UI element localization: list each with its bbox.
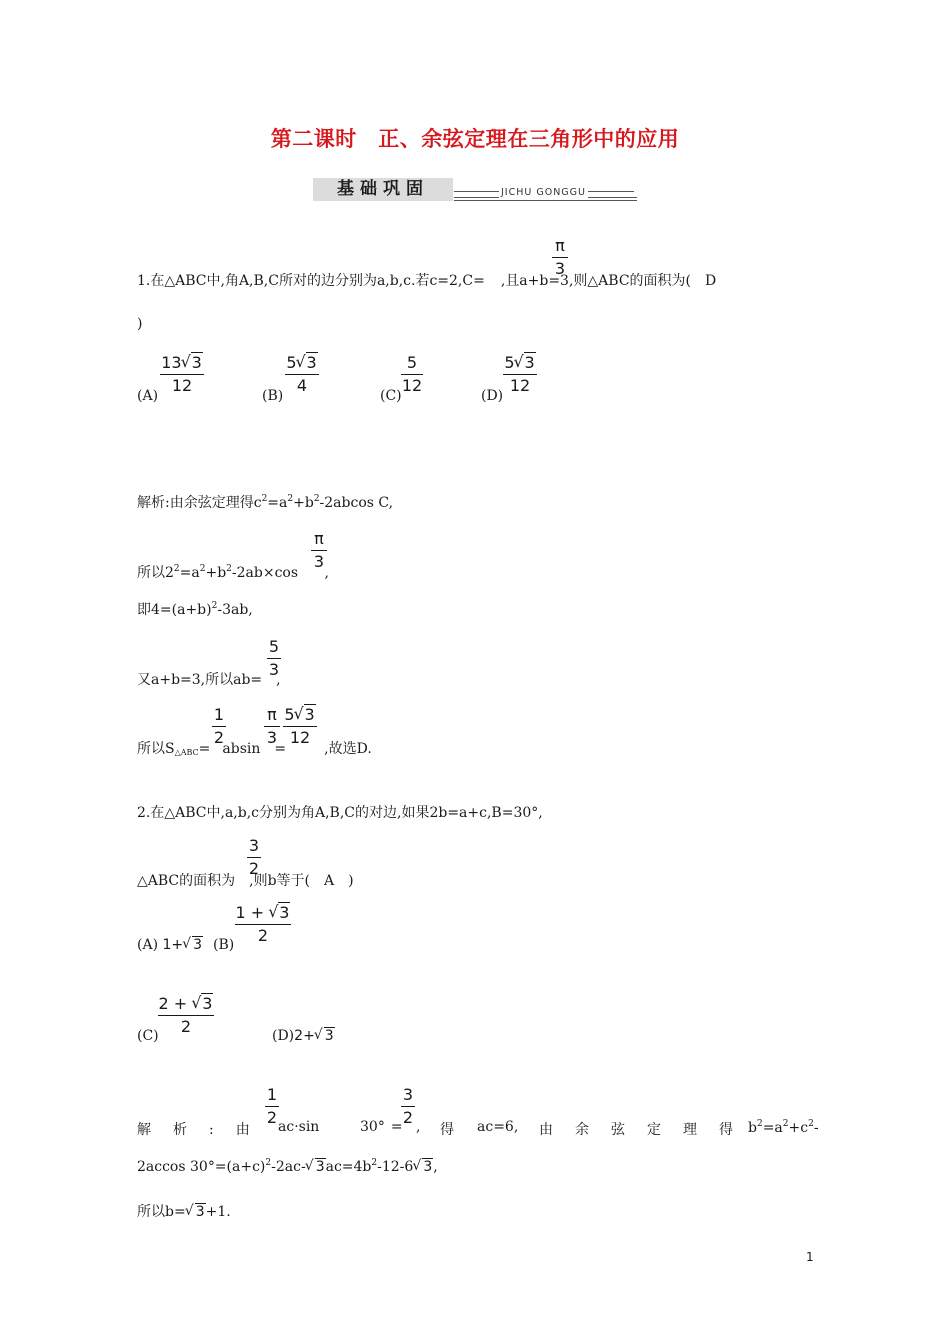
q2-solution-line-1c: 30° = <box>360 1119 403 1135</box>
section-banner-label: 基础巩固 <box>313 178 453 201</box>
q1-option-d-label: (D) <box>481 388 504 404</box>
q2-stem: 2.在△ABC中,a,b,c分别为角A,B,C的对边,如果2b=a+c,B=30°, <box>137 805 543 821</box>
q1-stem: 1.在△ABC中,角A,B,C所对的边分别为a,b,c.若c=2,C= ,且a+b=3,则△ABC的面积为( D <box>137 273 717 289</box>
q1-option-b-value: 5√ 3 4 <box>285 353 319 396</box>
q1-solution-line-2: 所以$2^2=a^2+b^2-2ab\times\cos$ , <box>137 564 329 581</box>
pi-symbol: π <box>555 236 565 255</box>
q1-option-a-label: (A) <box>137 388 159 404</box>
q1-solution-line-4: 又a+b=3,所以ab= , <box>137 672 281 688</box>
q1-option-a-value: 13√ 3 12 <box>160 353 204 396</box>
q1-option-b-label: (B) <box>262 388 284 404</box>
banner-rule <box>454 200 637 201</box>
q1-solution-line-1: 解析:由余弦定理得$c^2=a^2+b^2-2abcos$ C, <box>137 494 394 511</box>
q2-solution-line-1g: 由 余 弦 定 理 得 <box>539 1122 733 1138</box>
q1-solution-half: 1 2 <box>213 705 225 747</box>
q2-option-c-value: 2 + √ 3 2 <box>158 994 214 1037</box>
page-title: 第二课时 正、余弦定理在三角形中的应用 <box>270 127 680 151</box>
q2-solution-line-1b: ac·sin <box>278 1119 320 1135</box>
q2-option-b-label: (B) <box>213 937 235 953</box>
q2-solution-line-1e: 得 <box>440 1122 454 1138</box>
q2-option-c-label: (C) <box>137 1028 159 1044</box>
q2-solution-half: 1 2 <box>266 1085 278 1127</box>
q1-solution-ab-fraction: 5 3 <box>268 637 280 679</box>
q2-stem-2: △ABC的面积为 ,则b等于( A ) <box>137 873 354 889</box>
q2-solution-line-1f: ac=6, <box>477 1119 519 1135</box>
q2-solution-line-1h: $b^2=a^2+c^2-$ <box>748 1119 819 1136</box>
q1-solution-pi-over-3: π 3 <box>264 705 280 748</box>
q2-option-b-value: 1 + √ 3 2 <box>235 903 291 946</box>
q2-option-a: (A) 1+√ 3 <box>137 937 203 953</box>
q1-solution-line-5: 所以$S_{\triangle ABC}= absin$ = ,故选D. <box>137 741 372 757</box>
section-banner-sub: JICHU GONGGU <box>501 187 586 198</box>
q1-solution-result: 5√ 3 12 <box>283 705 317 748</box>
q1-stem-close: ) <box>137 316 143 332</box>
q1-solution-line-3: 即$4=(a+b)^2-3ab$, <box>137 601 253 618</box>
q2-solution-line-1a: 解 析 : 由 <box>137 1122 250 1138</box>
q1-stem-fraction: π 3 <box>552 236 568 279</box>
q1-option-c-label: (C) <box>380 388 402 404</box>
q2-option-d: (D)2+√ 3 <box>272 1028 335 1044</box>
q2-solution-line-2: 2accos $30^\circ=(a+c)^2-2ac-√$ $3ac=4b^2-12-6√$ 3, <box>137 1158 438 1175</box>
section-banner <box>313 178 637 204</box>
q2-solution-three-halves: 3 2 <box>402 1085 414 1127</box>
q2-solution-line-3: 所以b=√ 3+1. <box>137 1201 231 1221</box>
q1-solution-fraction: π 3 <box>311 529 327 572</box>
q1-option-c-value: 5 12 <box>401 353 423 395</box>
page-number: 1 <box>806 1250 814 1264</box>
q1-option-d-value: 5√ 3 12 <box>503 353 537 396</box>
q2-solution-line-1d: , <box>416 1119 421 1135</box>
q2-area-fraction: 3 2 <box>248 836 260 878</box>
